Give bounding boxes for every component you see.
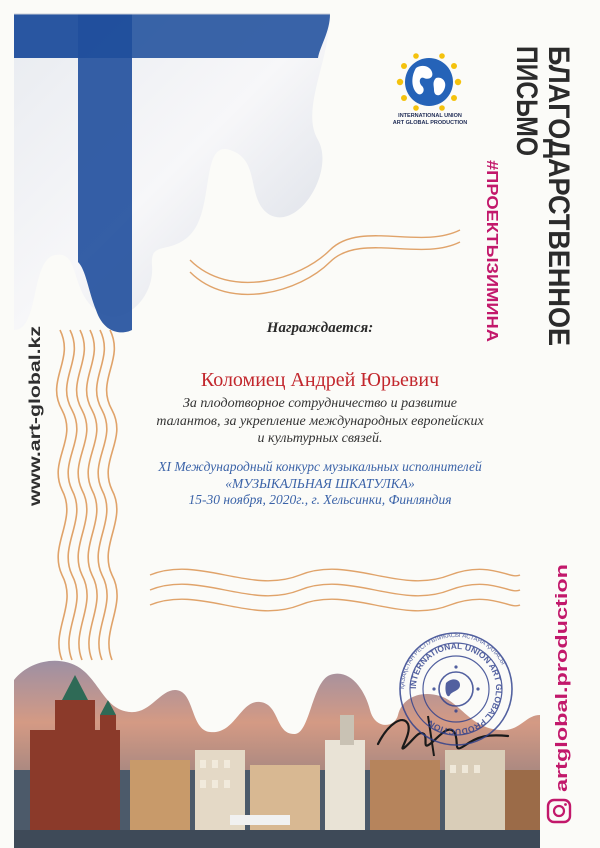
title-line-1: БЛАГОДАРСТВЕННОЕ bbox=[542, 46, 575, 379]
official-seal bbox=[398, 631, 514, 747]
recipient-name: Коломиец Андрей Юрьевич bbox=[200, 369, 440, 391]
logo-line-2: ART GLOBAL PRODUCTION bbox=[392, 119, 468, 126]
website-text: www.art-global.kz bbox=[27, 370, 44, 506]
instagram-text: artglobal.production bbox=[552, 626, 571, 792]
seal-ring-text: INTERNATIONAL UNION ART GLOBAL PRODUCTION bbox=[407, 640, 505, 738]
website-vertical bbox=[12, 320, 52, 510]
contest-line-2: «МУЗЫКАЛЬНАЯ ШКАТУЛКА» bbox=[225, 475, 415, 491]
contest-line-3: 15-30 ноября, 2020г., г. Хельсинки, Финляндия bbox=[188, 492, 452, 507]
reason-line-3: и культурных связей. bbox=[257, 431, 383, 446]
logo-line-1: INTERNATIONAL UNION bbox=[398, 113, 462, 119]
award-label: Награждается: bbox=[266, 320, 374, 336]
award-reason bbox=[100, 395, 540, 448]
title-line-2: ПИСЬМО bbox=[510, 46, 543, 180]
reason-line-2: талантов, за укрепление международных европейских bbox=[156, 413, 484, 429]
contest-info bbox=[100, 459, 540, 509]
contest-line-1: XI Международный конкурс музыкальных исполнителей bbox=[158, 459, 482, 474]
title-hashtag: #ПРОЕКТЫЗИМИНА bbox=[483, 160, 500, 320]
seal-outer-text: ҚАЗАҚСТАН РЕСПУБЛИКАСЫ АСТАНА ҚАЛАСЫ bbox=[399, 632, 506, 690]
reason-line-1: За плодотворное сотрудничество и развитие bbox=[182, 396, 458, 411]
vertical-title-block bbox=[463, 40, 575, 379]
